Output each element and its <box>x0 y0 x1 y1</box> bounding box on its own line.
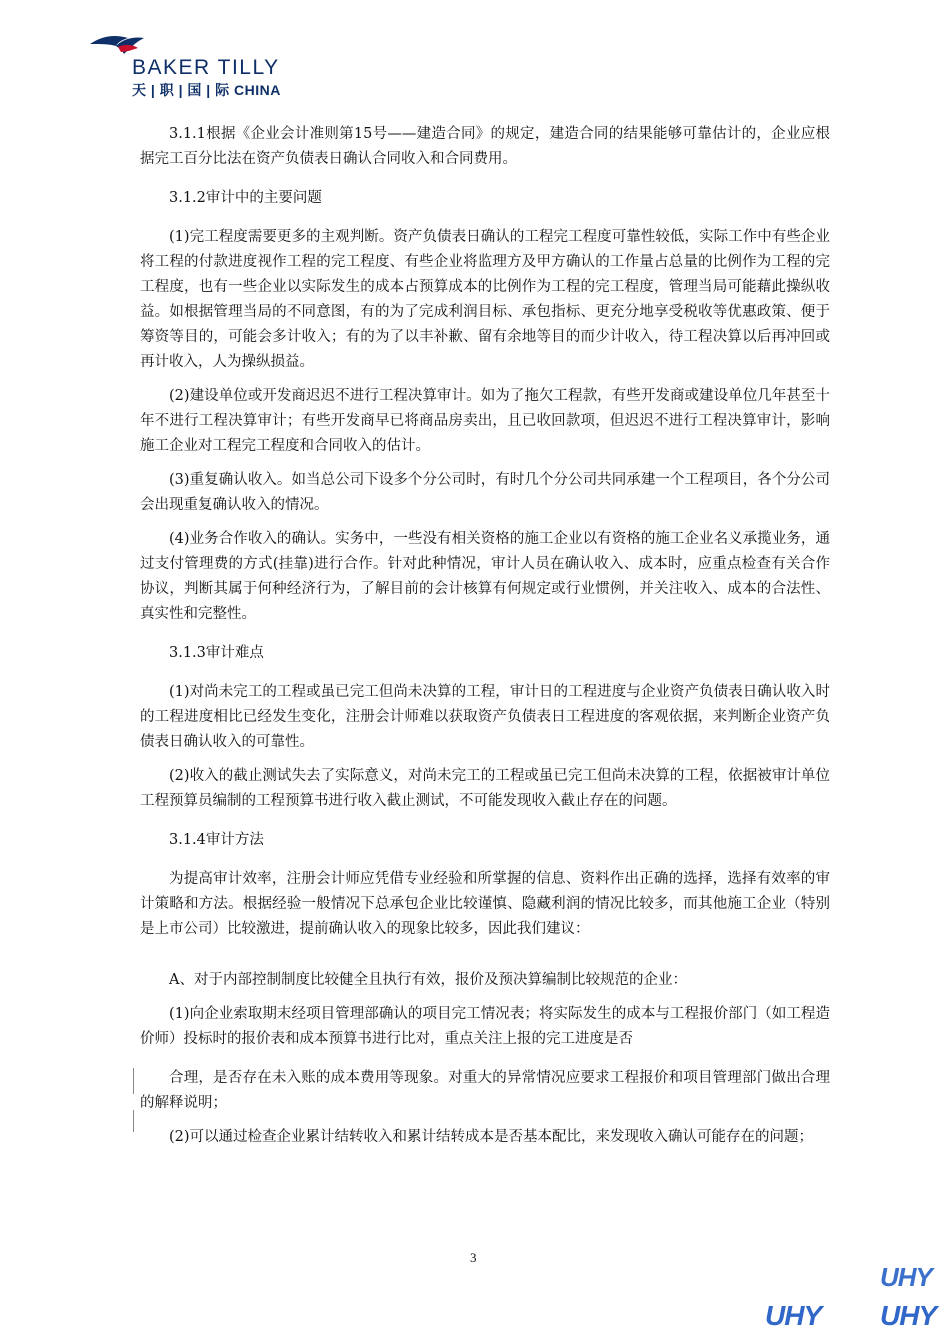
paragraph: 合理，是否存在未入账的成本费用等现象。对重大的异常情况应要求工程报价和项目管理部门做出合理的解释说明； <box>140 1070 830 1111</box>
uhy-watermark: UHY <box>880 1262 932 1292</box>
section-heading: 3.1.3审计难点 <box>169 645 264 661</box>
paragraph: (2)建设单位或开发商迟迟不进行工程决算审计。如为了拖欠工程款，有些开发商或建设单位几年甚至十年不进行工程决算审计；有些开发商早已将商品房卖出，且已收回款项，但迟迟不进行工程决算审计，影响施工企业对工程完工程度和合同收入的估计。 <box>140 388 830 454</box>
paragraph: (4)业务合作收入的确认。实务中，一些没有相关资格的施工企业以有资格的施工企业名义承揽业务，通过支付管理费的方式(挂靠)进行合作。针对此种情况，审计人员在确认收入、成本时，应重点检查有关合作协议，判断其属于何种经济行为，了解目前的会计核算有何规定或行业惯例，并关注收入、成本的合法性、真实性和完整性。 <box>140 531 830 622</box>
paragraph: 3.1.1根据《企业会计准则第15号——建造合同》的规定，建造合同的结果能够可靠估计的，企业应根据完工百分比法在资产负债表日确认合同收入和合同费用。 <box>140 126 830 167</box>
section-heading: 3.1.4审计方法 <box>169 832 264 848</box>
paragraph: (1)对尚未完工的工程或虽已完工但尚未决算的工程，审计日的工程进度与企业资产负债表日确认收入时的工程进度相比已经发生变化，注册会计师难以获取资产负债表日工程进度的客观依据，来判断企业资产负债表日确认收入的可靠性。 <box>140 684 830 750</box>
logo-wordmark: BAKER TILLY <box>132 56 280 79</box>
revision-bar <box>133 1068 134 1094</box>
page-number: 3 <box>470 1250 477 1265</box>
uhy-watermark: UHY <box>880 1300 937 1331</box>
paragraph: (1)向企业索取期末经项目管理部确认的项目完工情况表；将实际发生的成本与工程报价部门（如工程造价师）投标时的报价表和成本预算书进行比对，重点关注上报的完工进度是否 <box>140 1006 830 1047</box>
section-heading: 3.1.2审计中的主要问题 <box>169 190 322 206</box>
paragraph: (1)完工程度需要更多的主观判断。资产负债表日确认的工程完工程度可靠性较低，实际工作中有些企业将工程的付款进度视作工程的完工程度、有些企业将监理方及甲方确认的工作量占总量的比例作为工程的完工程度，也有一些企业以实际发生的成本占预算成本的比例作为工程的完工程度，管理当局可能藉此操纵收益。如根据管理当局的不同意图，有的为了完成利润目标、承包指标、更充分地享受税收等优惠政策、便于筹资等目的，可能会多计收入；有的为了以丰补歉、留有余地等目的而少计收入，待工程决算以后再冲回或再计收入，人为操纵损益。 <box>140 229 830 370</box>
baker-tilly-logo <box>88 30 318 100</box>
logo-subtitle: 天 | 职 | 国 | 际 CHINA <box>132 82 281 98</box>
document-body <box>140 122 830 1150</box>
paragraph: A、对于内部控制制度比较健全且执行有效，报价及预决算编制比较规范的企业： <box>169 972 687 988</box>
paragraph: (2)可以通过检查企业累计结转收入和累计结转成本是否基本配比，来发现收入确认可能存在的问题； <box>169 1129 814 1145</box>
paragraph: (2)收入的截止测试失去了实际意义，对尚未完工的工程或虽已完工但尚未决算的工程，依据被审计单位工程预算员编制的工程预算书进行收入截止测试，不可能发现收入截止存在的问题。 <box>140 768 830 809</box>
revision-bar <box>133 1110 134 1132</box>
paragraph: 为提高审计效率，注册会计师应凭借专业经验和所掌握的信息、资料作出正确的选择，选择有效率的审计策略和方法。根据经验一般情况下总承包企业比较谨慎、隐藏利润的情况比较多，而其他施工企业（特别是上市公司）比较激进，提前确认收入的现象比较多，因此我们建议： <box>140 871 830 937</box>
uhy-watermark: UHY <box>765 1300 822 1331</box>
paragraph: (3)重复确认收入。如当总公司下设多个分公司时，有时几个分公司共同承建一个工程项目，各个分公司会出现重复确认收入的情况。 <box>140 472 830 513</box>
